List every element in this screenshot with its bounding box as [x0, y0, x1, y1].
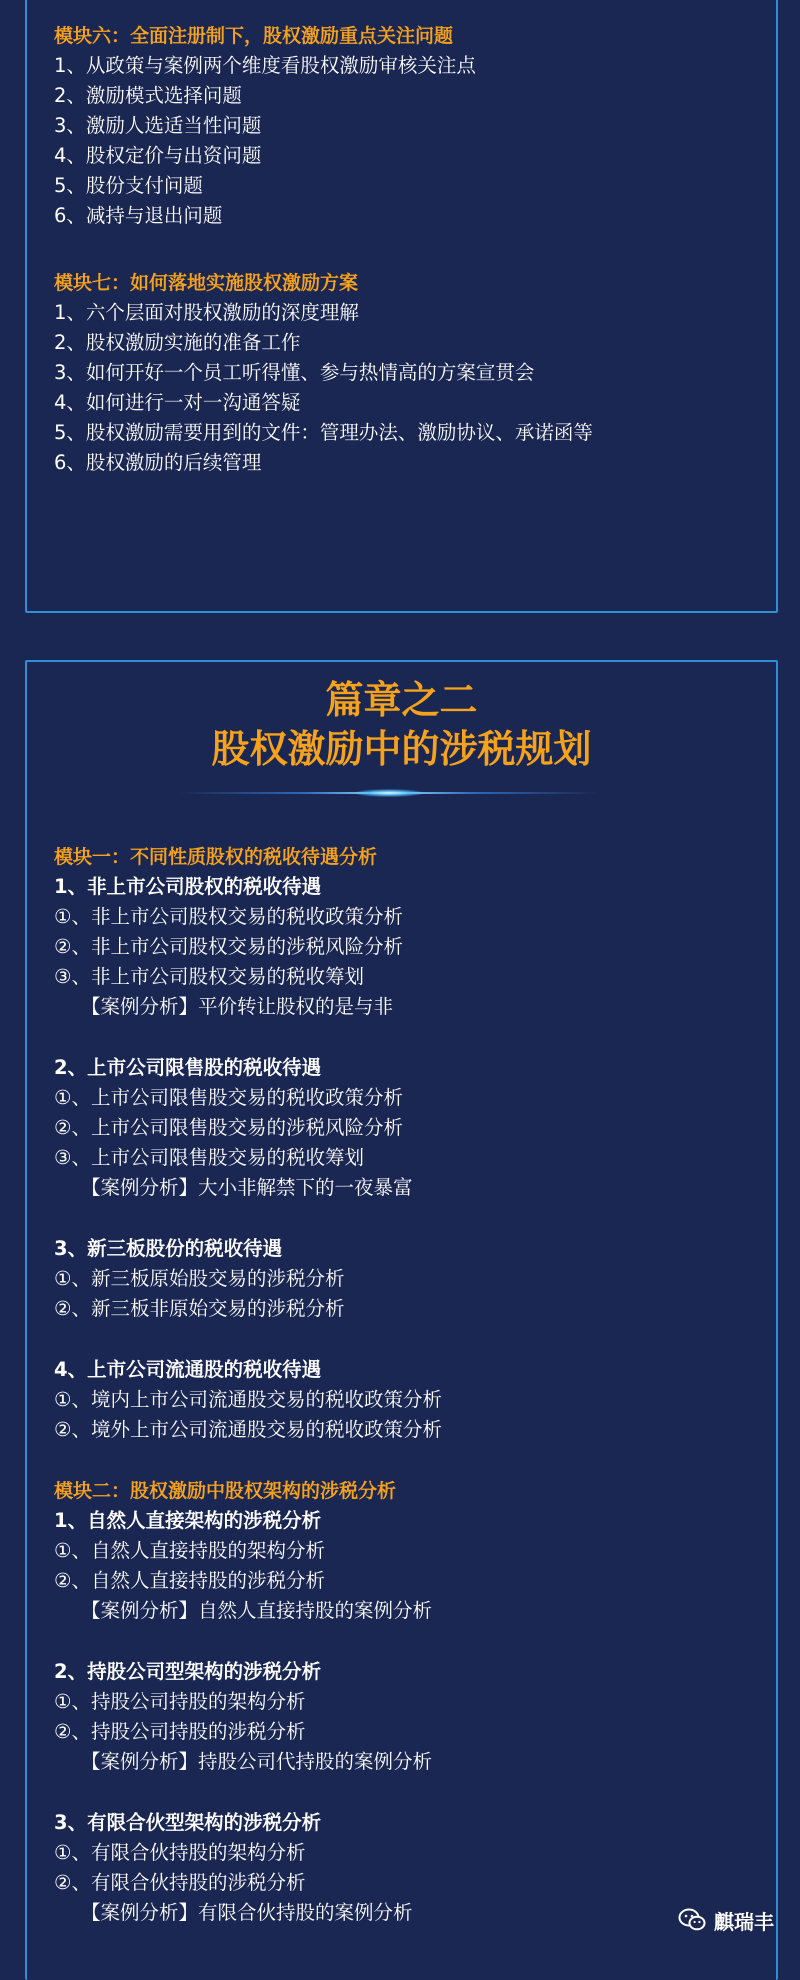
course-panel-part2 — [25, 660, 778, 1980]
wechat-watermark — [678, 1906, 774, 1934]
module7-item: 2、股权激励实施的准备工作 — [54, 331, 301, 354]
m2-s3-title: 3、有限合伙型架构的涉税分析 — [54, 1811, 322, 1834]
wechat-icon — [678, 1908, 706, 1932]
module6-item: 1、从政策与案例两个维度看股权激励审核关注点 — [54, 54, 476, 77]
glow-divider — [179, 786, 599, 800]
module6-item: 6、减持与退出问题 — [54, 204, 223, 227]
chapter-number: 篇章之二 — [325, 678, 478, 722]
module7-item: 6、股权激励的后续管理 — [54, 451, 262, 474]
chapter-heading — [27, 662, 776, 800]
list-item: ②、新三板非原始交易的涉税分析 — [54, 1297, 345, 1320]
m2-s1-title: 1、自然人直接架构的涉税分析 — [54, 1509, 322, 1532]
m1-s2-title: 2、上市公司限售股的税收待遇 — [54, 1056, 322, 1079]
module6-item: 5、股份支付问题 — [54, 174, 203, 197]
m1-s4-title: 4、上市公司流通股的税收待遇 — [54, 1358, 322, 1381]
course-panel-part1 — [25, 0, 778, 613]
module7-item: 5、股权激励需要用到的文件：管理办法、激励协议、承诺函等 — [54, 421, 593, 444]
case-study: 【案例分析】平价转让股权的是与非 — [81, 995, 394, 1018]
list-item: ①、有限合伙持股的架构分析 — [54, 1841, 306, 1864]
module7-item: 1、六个层面对股权激励的深度理解 — [54, 301, 359, 324]
module7-item: 4、如何进行一对一沟通答疑 — [54, 391, 301, 414]
list-item: ①、非上市公司股权交易的税收政策分析 — [54, 905, 403, 928]
list-item: ③、上市公司限售股交易的税收筹划 — [54, 1146, 364, 1169]
module6-item: 4、股权定价与出资问题 — [54, 144, 262, 167]
m1-s1-title: 1、非上市公司股权的税收待遇 — [54, 875, 322, 898]
list-item: ②、有限合伙持股的涉税分析 — [54, 1871, 306, 1894]
m1-title: 模块一：不同性质股权的税收待遇分析 — [54, 846, 378, 868]
case-study: 【案例分析】持股公司代持股的案例分析 — [81, 1750, 433, 1773]
case-study: 【案例分析】自然人直接持股的案例分析 — [81, 1599, 433, 1622]
list-item: ①、上市公司限售股交易的税收政策分析 — [54, 1086, 403, 1109]
list-item: ②、持股公司持股的涉税分析 — [54, 1720, 306, 1743]
chapter-title: 股权激励中的涉税规划 — [211, 727, 592, 771]
list-item: ③、非上市公司股权交易的税收筹划 — [54, 965, 364, 988]
m1-s3-title: 3、新三板股份的税收待遇 — [54, 1237, 283, 1260]
list-item: ②、非上市公司股权交易的涉税风险分析 — [54, 935, 403, 958]
list-item: ①、自然人直接持股的架构分析 — [54, 1539, 325, 1562]
module7-item: 3、如何开好一个员工听得懂、参与热情高的方案宣贯会 — [54, 361, 535, 384]
m2-title: 模块二：股权激励中股权架构的涉税分析 — [54, 1480, 397, 1502]
m2-s2-title: 2、持股公司型架构的涉税分析 — [54, 1660, 322, 1683]
list-item: ①、持股公司持股的架构分析 — [54, 1690, 306, 1713]
module6-item: 3、激励人选适当性问题 — [54, 114, 262, 137]
list-item: ②、自然人直接持股的涉税分析 — [54, 1569, 325, 1592]
module7-title: 模块七：如何落地实施股权激励方案 — [54, 272, 359, 294]
list-item: ②、上市公司限售股交易的涉税风险分析 — [54, 1116, 403, 1139]
list-item: ②、境外上市公司流通股交易的税收政策分析 — [54, 1418, 442, 1441]
watermark-text: 麒瑞丰 — [714, 1909, 774, 1934]
list-item: ①、境内上市公司流通股交易的税收政策分析 — [54, 1388, 442, 1411]
case-study: 【案例分析】有限合伙持股的案例分析 — [81, 1901, 413, 1924]
case-study: 【案例分析】大小非解禁下的一夜暴富 — [81, 1176, 413, 1199]
module6-title: 模块六：全面注册制下，股权激励重点关注问题 — [54, 25, 454, 47]
list-item: ①、新三板原始股交易的涉税分析 — [54, 1267, 345, 1290]
module6-item: 2、激励模式选择问题 — [54, 84, 242, 107]
